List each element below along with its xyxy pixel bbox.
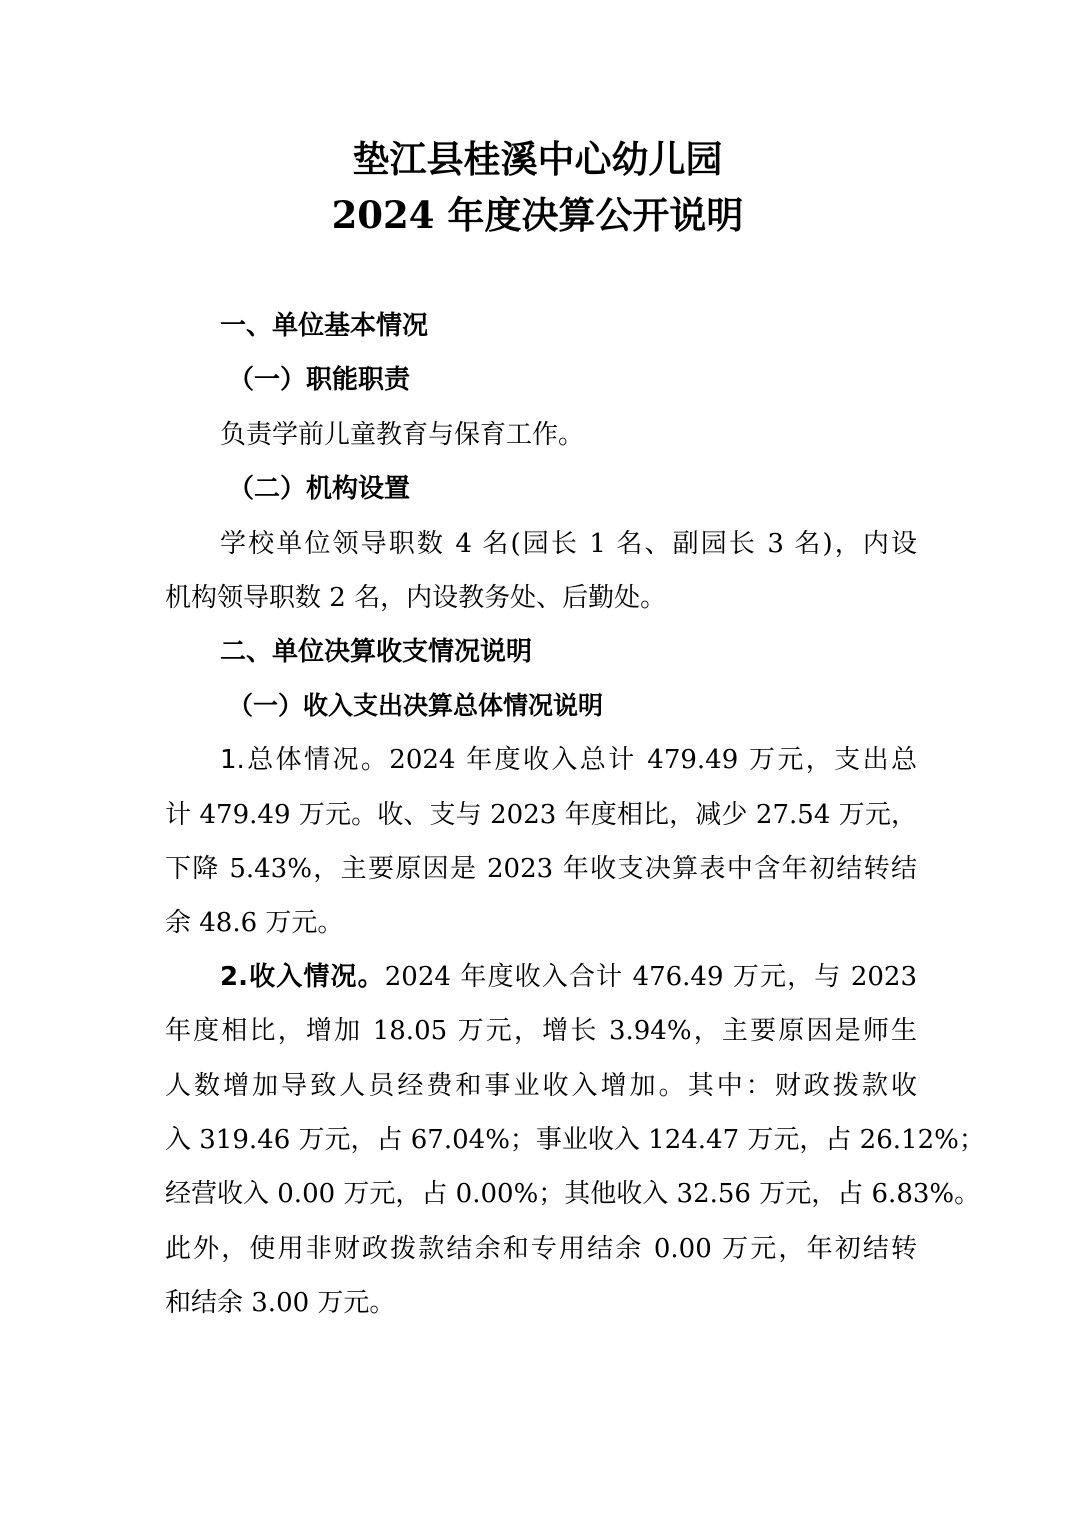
subsection-heading-overall: （一）收入支出决算总体情况说明: [228, 691, 604, 720]
income-label: 2.收入情况。: [220, 962, 385, 992]
income-paragraph-line6: 此外，使用非财政拨款结余和专用结余 0.00 万元，年初结转: [165, 1234, 917, 1264]
income-paragraph-line7: 和结余 3.00 万元。: [165, 1288, 396, 1318]
section-heading-2: 二、单位决算收支情况说明: [220, 637, 533, 667]
overall-paragraph-line1: [220, 740, 917, 780]
income-paragraph-line1: [220, 957, 917, 997]
organization-text-line2: 机构领导职数 2 名，内设教务处、后勤处。: [165, 583, 667, 613]
overall-paragraph-line2: 计 479.49 万元。收、支与 2023 年度相比，减少 27.54 万元，: [165, 800, 917, 830]
overall-label: 1.总体情况。: [220, 745, 390, 775]
functions-text: 负责学前儿童教育与保育工作。: [220, 420, 585, 450]
overall-line1-text: 2024 年度收入总计 479.49 万元，支出总: [389, 745, 918, 775]
overall-paragraph-line4: 余 48.6 万元。: [165, 908, 344, 938]
subsection-heading-organization: （二）机构设置: [228, 474, 411, 504]
overall-paragraph-line3: 下降 5.43%，主要原因是 2023 年收支决算表中含年初结转结: [165, 854, 917, 884]
subsection-heading-functions: （一）职能职责: [228, 365, 411, 395]
document-title-line1: 垫江县桂溪中心幼儿园: [352, 137, 723, 181]
income-paragraph-line4: 入 319.46 万元，占 67.04%；事业收入 124.47 万元，占 26.12%；: [165, 1125, 985, 1155]
income-paragraph-line5: 经营收入 0.00 万元，占 0.00%；其他收入 32.56 万元，占 6.83%。: [165, 1179, 981, 1209]
section-heading-1: 一、单位基本情况: [220, 311, 429, 341]
income-paragraph-line3: 人数增加导致人员经费和事业收入增加。其中：财政拨款收: [165, 1071, 917, 1101]
organization-text-line1: 学校单位领导职数 4 名(园长 1 名、副园长 3 名)，内设: [220, 529, 917, 559]
income-paragraph-line2: 年度相比，增加 18.05 万元，增长 3.94%，主要原因是师生: [165, 1016, 917, 1046]
income-line1-text: 2024 年度收入合计 476.49 万元，与 2023: [384, 962, 917, 992]
document-title-line2: 2024 年度决算公开说明: [331, 193, 744, 237]
